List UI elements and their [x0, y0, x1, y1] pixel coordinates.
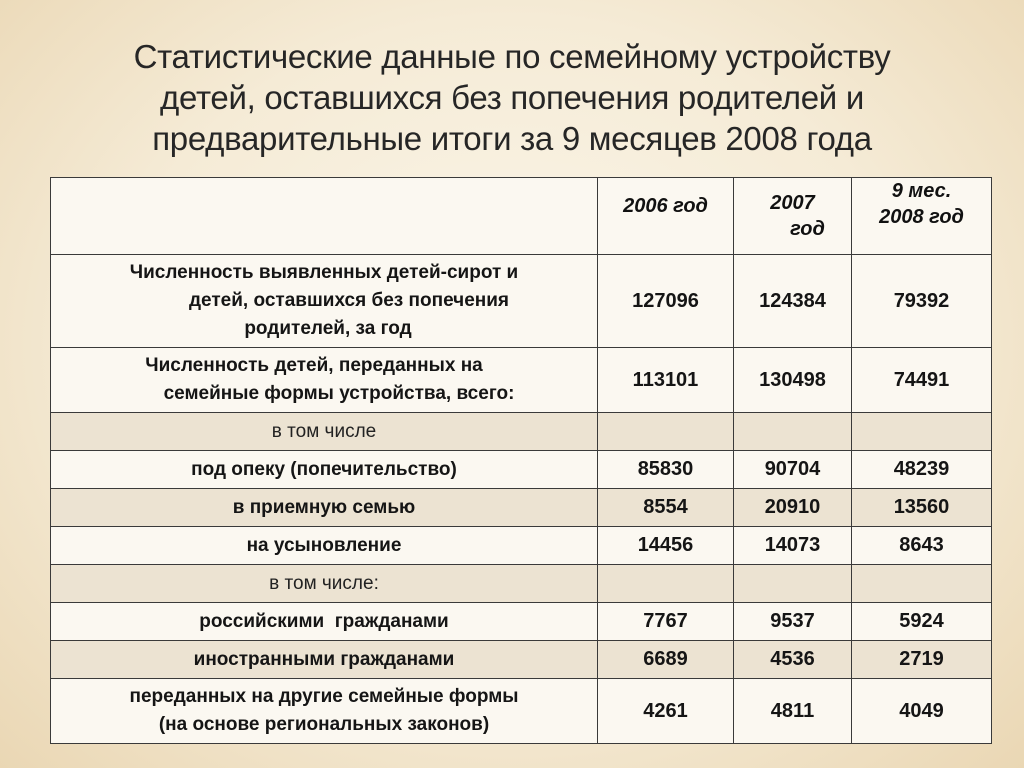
row-label — [51, 255, 598, 348]
cell-2006 — [598, 565, 734, 603]
title-line-1: Статистические данные по семейному устройству — [133, 38, 891, 75]
title-line-2: детей, оставшихся без попечения родителей и — [160, 79, 864, 116]
header-2007-line1: 2007 — [770, 192, 815, 214]
header-2006 — [598, 178, 734, 255]
table-row — [51, 348, 992, 413]
cell-2008: 5924 — [852, 603, 992, 641]
cell-2006: 85830 — [598, 451, 734, 489]
cell-2007: 9537 — [734, 603, 852, 641]
cell-2008: 48239 — [852, 451, 992, 489]
cell-2007: 4536 — [734, 641, 852, 679]
table-header-row — [51, 178, 992, 255]
row-label: на усыновление — [51, 527, 598, 565]
row-label: в том числе: — [51, 565, 598, 603]
cell-2007: 90704 — [734, 451, 852, 489]
table-row — [51, 603, 992, 641]
cell-2008: 74491 — [852, 348, 992, 413]
cell-2007: 124384 — [734, 255, 852, 348]
table-row — [51, 413, 992, 451]
cell-2007: 20910 — [734, 489, 852, 527]
header-9mo-2008-line1: 9 мес. — [891, 180, 952, 202]
table-row — [51, 641, 992, 679]
cell-2007 — [734, 413, 852, 451]
table-row — [51, 451, 992, 489]
row-label: в приемную семью — [51, 489, 598, 527]
cell-2008: 4049 — [852, 679, 992, 744]
row-label: российскими гражданами — [51, 603, 598, 641]
row-label-line: переданных на другие семейные формы — [129, 686, 519, 707]
table-row — [51, 565, 992, 603]
row-label-line: семейные формы устройства, всего: — [163, 383, 515, 404]
cell-2006: 8554 — [598, 489, 734, 527]
table-row — [51, 255, 992, 348]
cell-2008: 13560 — [852, 489, 992, 527]
row-label-line: Численность выявленных детей-сирот и — [129, 262, 519, 283]
table-row — [51, 679, 992, 744]
table-row — [51, 527, 992, 565]
header-9mo-2008-line2: 2008 год — [879, 206, 964, 228]
cell-2006 — [598, 413, 734, 451]
row-label-line: родителей, за год — [244, 318, 412, 339]
header-empty-cell — [51, 178, 598, 255]
row-label — [51, 348, 598, 413]
cell-2006: 7767 — [598, 603, 734, 641]
row-label: в том числе — [51, 413, 598, 451]
header-2006-text: 2006 год — [623, 195, 708, 217]
statistics-table — [50, 177, 992, 744]
cell-2007: 130498 — [734, 348, 852, 413]
header-9mo-2008-text — [879, 178, 964, 230]
table-row — [51, 489, 992, 527]
cell-2006: 6689 — [598, 641, 734, 679]
cell-2007: 4811 — [734, 679, 852, 744]
row-label: иностранными гражданами — [51, 641, 598, 679]
cell-2008: 8643 — [852, 527, 992, 565]
title-line-3: предварительные итоги за 9 месяцев 2008 года — [152, 120, 872, 157]
cell-2006: 14456 — [598, 527, 734, 565]
cell-2006: 127096 — [598, 255, 734, 348]
header-2007-text — [760, 190, 825, 242]
cell-2006: 4261 — [598, 679, 734, 744]
row-label — [51, 679, 598, 744]
row-label-line: Численность детей, переданных на — [145, 355, 483, 376]
cell-2008: 79392 — [852, 255, 992, 348]
header-2007 — [734, 178, 852, 255]
header-2007-line2: год — [790, 218, 825, 240]
cell-2008 — [852, 565, 992, 603]
header-9mo-2008 — [852, 178, 992, 255]
cell-2007 — [734, 565, 852, 603]
cell-2006: 113101 — [598, 348, 734, 413]
row-label-line: детей, оставшихся без попечения — [188, 290, 510, 311]
cell-2007: 14073 — [734, 527, 852, 565]
cell-2008: 2719 — [852, 641, 992, 679]
row-label-line: (на основе региональных законов) — [158, 714, 490, 735]
slide-title — [60, 36, 964, 159]
cell-2008 — [852, 413, 992, 451]
row-label: под опеку (попечительство) — [51, 451, 598, 489]
